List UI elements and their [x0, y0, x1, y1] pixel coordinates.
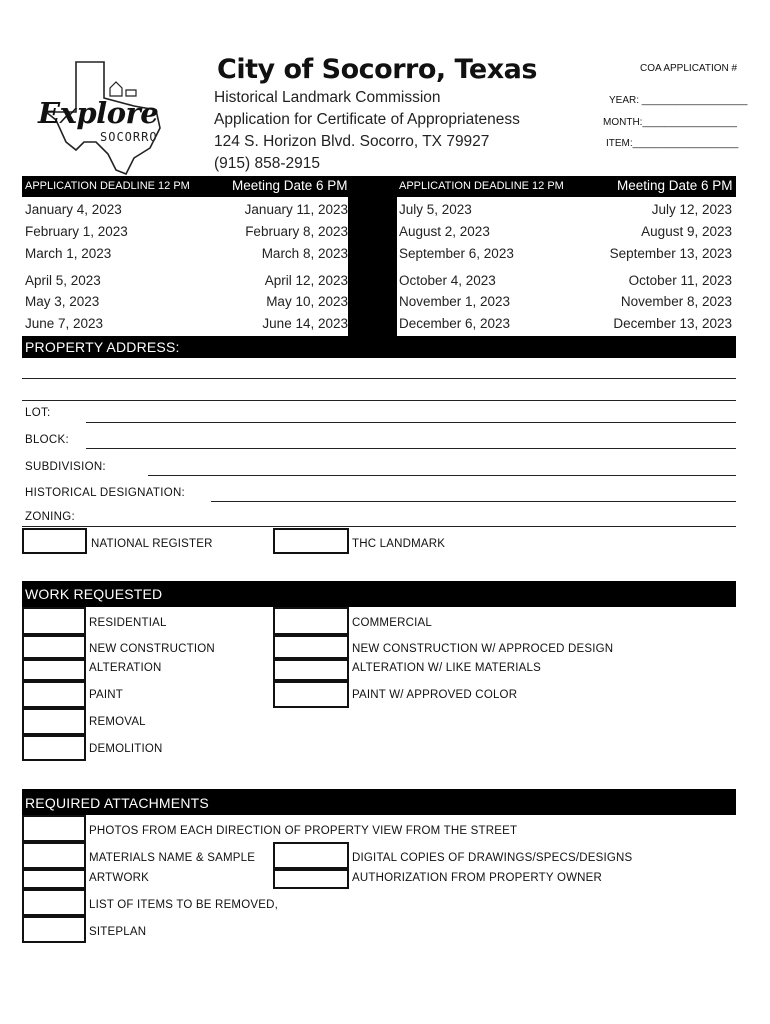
commercial-checkbox[interactable]: [273, 607, 349, 635]
deadline-date: August 2, 2023: [399, 224, 490, 239]
siteplan-label: SITEPLAN: [89, 926, 147, 938]
month-field[interactable]: MONTH:_________________: [603, 117, 737, 128]
photos-checkbox[interactable]: [22, 815, 86, 842]
item-field[interactable]: ITEM:___________________: [606, 138, 739, 149]
logo-subtext: SOCORRO: [100, 130, 158, 144]
historical-designation-field[interactable]: [211, 501, 736, 502]
thc-landmark-label: THC LANDMARK: [352, 538, 446, 550]
national-register-checkbox[interactable]: [22, 528, 87, 554]
meeting-date: October 11, 2023: [628, 273, 732, 288]
meeting-header-left: Meeting Date 6 PM: [232, 178, 348, 193]
alteration-checkbox[interactable]: [22, 659, 86, 681]
subdivision-field[interactable]: [148, 475, 736, 476]
new-construction-checkbox[interactable]: [22, 635, 86, 659]
siteplan-checkbox[interactable]: [22, 916, 86, 943]
new-construction-label: NEW CONSTRUCTION: [89, 643, 215, 655]
residential-checkbox[interactable]: [22, 607, 86, 635]
thc-landmark-checkbox[interactable]: [273, 528, 349, 554]
meeting-date: March 8, 2023: [261, 246, 348, 261]
deadline-date: March 1, 2023: [25, 246, 112, 261]
deadline-date: December 6, 2023: [399, 316, 511, 331]
schedule-divider: [348, 176, 397, 358]
required-attachments-header: REQUIRED ATTACHMENTS: [25, 795, 209, 811]
artwork-checkbox[interactable]: [22, 869, 86, 889]
digital-copies-label: DIGITAL COPIES OF DRAWINGS/SPECS/DESIGNS: [352, 852, 633, 864]
address-line-1[interactable]: [22, 378, 736, 379]
deadline-date: April 5, 2023: [25, 273, 101, 288]
block-field[interactable]: [86, 448, 736, 449]
meeting-date: November 8, 2023: [620, 294, 732, 309]
new-construction-approved-design-checkbox[interactable]: [273, 635, 349, 659]
address-line-2[interactable]: [22, 400, 736, 401]
artwork-label: ARTWORK: [89, 872, 149, 884]
residential-label: RESIDENTIAL: [89, 617, 167, 629]
paint-approved-color-checkbox[interactable]: [273, 681, 349, 708]
list-items-removed-checkbox[interactable]: [22, 889, 86, 916]
page-title: City of Socorro, Texas: [217, 54, 537, 85]
alteration-like-materials-checkbox[interactable]: [273, 659, 349, 681]
removal-label: REMOVAL: [89, 716, 146, 728]
alteration-label: ALTERATION: [89, 662, 162, 674]
commercial-label: COMMERCIAL: [352, 617, 432, 629]
deadline-date: October 4, 2023: [399, 273, 496, 288]
new-construction-approved-design-label: NEW CONSTRUCTION W/ APPROCED DESIGN: [352, 643, 614, 655]
meeting-date: September 13, 2023: [609, 246, 732, 261]
paint-checkbox[interactable]: [22, 681, 86, 708]
explore-socorro-logo: [38, 58, 173, 178]
zoning-label: ZONING:: [25, 511, 76, 523]
historical-designation-label: HISTORICAL DESIGNATION:: [25, 487, 186, 499]
materials-label: MATERIALS NAME & SAMPLE: [89, 852, 256, 864]
lot-field[interactable]: [86, 422, 736, 423]
meeting-date: February 8, 2023: [245, 224, 348, 239]
zoning-field[interactable]: [22, 526, 736, 527]
paint-label: PAINT: [89, 689, 124, 701]
lot-label: LOT:: [25, 407, 51, 419]
coa-application-label: COA APPLICATION #: [640, 63, 738, 74]
property-address-bar-right: [397, 336, 736, 358]
phone: (915) 858-2915: [214, 155, 320, 172]
materials-checkbox[interactable]: [22, 842, 86, 869]
meeting-date: July 12, 2023: [651, 202, 732, 217]
meeting-date: August 9, 2023: [641, 224, 732, 239]
list-items-removed-label: LIST OF ITEMS TO BE REMOVED,: [89, 899, 278, 911]
demolition-label: DEMOLITION: [89, 743, 163, 755]
meeting-date: June 14, 2023: [262, 316, 348, 331]
national-register-label: NATIONAL REGISTER: [91, 538, 213, 550]
logo-word: Explore: [38, 96, 159, 130]
digital-copies-checkbox[interactable]: [273, 842, 349, 869]
year-field[interactable]: YEAR: ___________________: [609, 95, 748, 106]
commission-name: Historical Landmark Commission: [214, 89, 441, 106]
deadline-header-left: APPLICATION DEADLINE 12 PM: [25, 180, 190, 192]
paint-approved-color-label: PAINT W/ APPROVED COLOR: [352, 689, 518, 701]
deadline-date: November 1, 2023: [399, 294, 511, 309]
deadline-date: June 7, 2023: [25, 316, 104, 331]
alteration-like-materials-label: ALTERATION W/ LIKE MATERIALS: [352, 662, 541, 674]
meeting-header-right: Meeting Date 6 PM: [617, 178, 733, 193]
authorization-label: AUTHORIZATION FROM PROPERTY OWNER: [352, 872, 603, 884]
subdivision-label: SUBDIVISION:: [25, 461, 106, 473]
deadline-date: May 3, 2023: [25, 294, 100, 309]
block-label: BLOCK:: [25, 434, 69, 446]
authorization-checkbox[interactable]: [273, 869, 349, 889]
meeting-date: May 10, 2023: [266, 294, 348, 309]
photos-label: PHOTOS FROM EACH DIRECTION OF PROPERTY VIEW FROM THE STREET: [89, 825, 518, 837]
removal-checkbox[interactable]: [22, 708, 86, 735]
deadline-date: July 5, 2023: [399, 202, 472, 217]
demolition-checkbox[interactable]: [22, 735, 86, 761]
work-requested-header: WORK REQUESTED: [25, 586, 163, 602]
meeting-date: December 13, 2023: [613, 316, 732, 331]
deadline-date: January 4, 2023: [25, 202, 122, 217]
meeting-date: January 11, 2023: [244, 202, 348, 217]
meeting-date: April 12, 2023: [264, 273, 348, 288]
property-address-header: PROPERTY ADDRESS:: [25, 339, 180, 355]
application-name: Application for Certificate of Appropriateness: [214, 111, 520, 128]
deadline-date: February 1, 2023: [25, 224, 128, 239]
deadline-date: September 6, 2023: [399, 246, 514, 261]
deadline-header-right: APPLICATION DEADLINE 12 PM: [399, 180, 564, 192]
address: 124 S. Horizon Blvd. Socorro, TX 79927: [214, 133, 490, 150]
